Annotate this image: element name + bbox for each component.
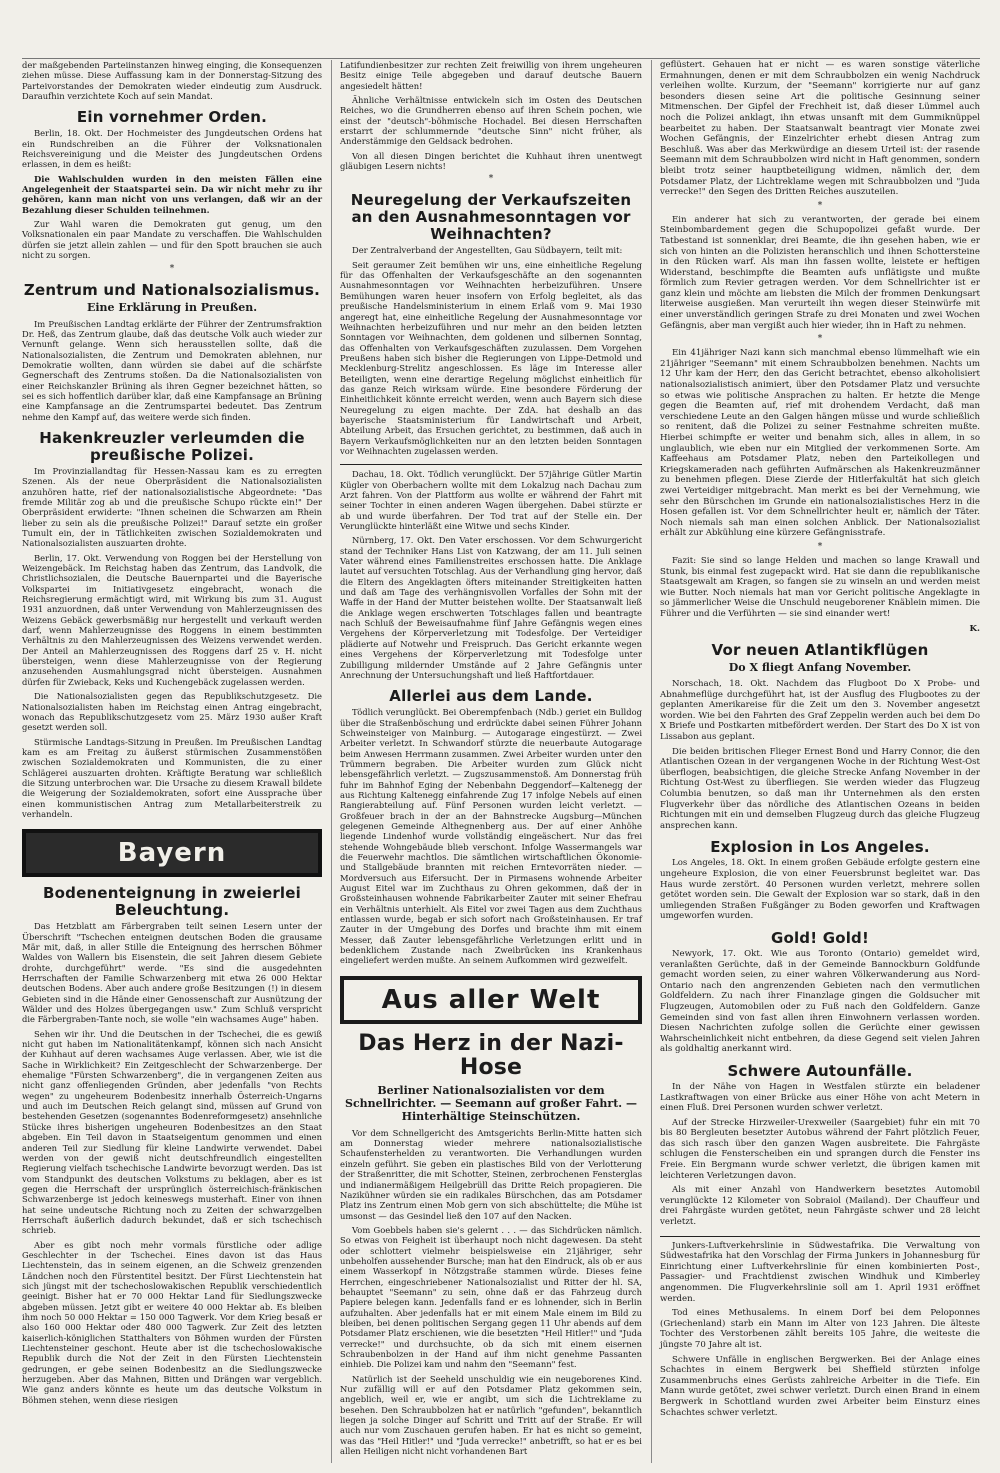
column-3 [660,60,980,1422]
c2-intro-2: Ähnliche Verhältnisse entwickeln sich im Osten des Deutschen Reiches, wo die Grundherren ebenso auf ihren Schein pochen, wie einst der "deutsch"-böhmische Hochadel. Bei diesen Herrschaften erstarrt der schlummernde "deutsche Sinn" nicht früher, als Anderstämmige den Geldsack bedrohen. [340,95,642,147]
c1-a4-text-1: Berlin, 17. Okt. Verwendung von Roggen bei der Herstellung von Weizengebäck. Im Reichstag haben das Zentrum, das Landvolk, die Christlichsozialen, die Deutsche Bauernpartei und die Bayerische Volkspartei im Initiativgesetz eingebracht, wonach die Reichsregierung ermächtigt wird, mit Wirkung bis zum 31. August 1931 anzuordnen, daß unter Verwendung von Mahlerzeugnissen des Weizens Gebäck gewerbsmäßig nur hergestellt und verkauft werden darf, wenn Mahlerzeugnisse des Roggens in einem bestimmten Verhältnis zu den Mahlerzeugnissen des Weizens verwendet werden. Der Anteil an Mahlerzeugnissen des Roggens darf 25 v. H. nicht übersteigen, wenn diese Mahlerzeugnisse von der Regierung anzusehenden Ausmahlungsgrad nicht übersteigen. Ausnahmen dürfen für Zwieback, Keks und Kuchengebäck zugelassen werden. [22,552,322,687]
c2-a1-text-2: Seit geraumer Zeit bemühen wir uns, eine einheitliche Regelung für das Offenhalten der Verkaufsgeschäfte an den sogenannten Ausnahmesonntagen vor Weihnachten herbeizuführen. Unsere Bemühungen waren heuer insofern von Erfolg begleitet, als das preußische Handelsministerium in einem Erlaß vom 9. Mai 1930 angeregt hat, eine einheitliche Regelung der Ausnahmesonntage vor Weihnachten herbeizuführen und nur mehr an den beiden letzten Sonntagen vor Weihnachten, dem goldenen und silbernen Sonntag, das Offenhalten von Verkaufsgeschäften zuzulassen. Dem Vorgehen Preußens haben sich bisher die Regierungen von Lippe-Detmold und Mecklenburg-Strelitz angeschlossen. Es läge im Interesse aller Beteiligten, wenn eine derartige Regelung möglichst einheitlich für das ganze Reich wirksam würde. Eine besondere Förderung der Einheitlichkeit könnte erreicht werden, wenn auch Bayern sich diese Neuregelung zu eigen machte. Der ZdA. hat deshalb an das bayerische Staatsministerium für Landwirtschaft und Arbeit, Abteilung Arbeit, das Ersuchen gerichtet, zu bestimmen, daß auch in Bayern Verkaufsmöglichkeiten nur an den letzten beiden Sonntagen vor Weihnachten zugelassen werden. [340,259,642,456]
c1-a1-headline: Ein vornehmer Orden. [76,108,268,127]
c1-a5-text-2: Sehen wir ihr. Und die Deutschen in der Tschechei, die es gewiß nicht gut haben im Nationalitätenkampf, können sich nach Ansicht der Kuhhaut auf deren wachsames Auge verlassen. Aber, wie ist die Sache in Wirklichkeit? Ein Zeitgeschlecht der Schwarzenberge. Der ehemalige "Fürsten Schwarzenberg", die in vergangenen Zeiten aus nicht ganz offenliegenden Gründen, aber jedenfalls "von Rechts wegen" zu ungeheurem Bodenbesitz innerhalb Österreich-Ungarns und auch im Deutschen Reich gelangt sind, müssen auf Grund von bestehenden Gesetzen (sogenanntes Bodenreformgesetz) ansehnliche Stücke ihres bisherigen ungeheuren Bodenbesitzes an den Staat abgeben. Ein Teil davon in Staatseigentum genommen und einen anderen Teil zur Siedlung für kleine Landwirte verwendet. Dabei werden von der gewiß nicht deutschfreundlich eingestellten Regierung vielfach tschechische Landwirte bevorzugt werden. Das ist vom Standpunkt des deutschen Volkstums zu beklagen, aber es ist gegen die Herrschaft der ursprünglich österreichisch-fränkischen Schwarzenberge ist jedoch keineswegs musterhaft. Einer von ihnen hat seine undeutsche Richtung noch zu Zeiten der schwarzgelben Herrschaft äußerlich dadurch bekundet, daß er sich tschechisch schrieb. [22,1028,322,1236]
c1-a1-text: Berlin, 18. Okt. Der Hochmeister des Jungdeutschen Ordens hat ein Rundschreiben an die Führer der Volksnationalen Reichsvereinigung und die Meister des Jungdeutschen Ordens erlassen, in dem es heißt: [22,128,322,170]
c1-a2-subhead: Eine Erklärung in Preußen. [86,300,258,314]
c3-a7-text-3: Als mit einer Anzahl von Handwerkern besetztes Automobil verunglückte 12 Kilometer von Sobraiol (Mailand). Der Chauffeur und drei Fahrgäste wurden getötet, neun Fahrgäste schwer und 28 leicht verletzt. [660,1185,980,1228]
c3-a3-signature: K. [969,623,980,634]
c3-a4-subhead: Do X fliegt Anfang November. [728,661,912,675]
c1-a5-text-1: Das Hetzblatt am Färbergraben teilt seinen Lesern unter der Überschrift "Tschechen enteignen deutschen Boden die grausame Mär mit, daß, in aller Stille die Enteignung des herrschen Böhmer Waldes von Wallern bis Eisenstein, die seit Jahren diesem Gebiete drohte, durchgeführt" werde. "Es sind die ausgedehnten Herrschaften der Familie Schwarzenberg mit etwa 26 000 Hektar deutschen Bodens. Aber auch andere große Besitzungen (!) in diesem Gebieten sind in die Hände einer Genossenschaft zur Ausnützung der Wälder und des Holzes übergegangen usw." Zum Schluß verspricht die Färbergraben-Tante noch, sie wolle "ein wachsames Auge" haben. [22,921,322,1025]
c1-a1-comment: Zur Wahl waren die Demokraten gut genug, um den Volksnationalen ein paar Mandate zu verschaffen. Die Wahlschulden dürfen sie jetzt allein zahlen — und für den Spott brauchen sie auch nicht zu sorgen. [22,219,322,261]
c2-intro: Latifundienbesitzer zur rechten Zeit freiwillig von ihrem ungeheuren Besitz einige Teile abgegeben und darauf deutsche Bauern angesiedelt hätten! [340,60,642,91]
c2-a3-headline: Allerlei aus dem Lande. [389,687,593,706]
section-banner-aus-aller-welt: Aus aller Welt [340,976,642,1024]
c2-a4-text-3: Natürlich ist der Seeheld unschuldig wie ein neugeborenes Kind. Nur zufällig will er auf den Potsdamer Platz gekommen sein, angeblich, weil er, wie er angibt, um sich die Lichtreklame zu besehen. Den Schraubbolzen hat er natürlich "gefunden", bekanntlich liegen ja solche Dinger auf Schritt und Tritt auf der Straße. Er will auch nur vom Zuschauen gerufen haben. Er hat es nicht so gemeint, was das "Heil Hitler!" und "Juda verrecke!" anbetrifft, so hat er es bei allen Heiligen nicht nicht vorhandenen Bart [340,1373,642,1457]
column-1 [22,60,322,1409]
c3-a7-text-2: Auf der Strecke Hirzweiler-Urexweiler (Saargebiet) fuhr ein mit 70 bis 80 Bergleuten besetzter Autobus während der Fahrt plötzlich Feuer, das sich rasch über den ganzen Wagen ausbreitete. Die Fahrgäste schlugen die Fensterscheiben ein und sprangen durch die Fenster ins Freie. Ein Bergmann wurde schwer verletzt, die übrigen kamen mit leichteren Verletzungen davon. [660,1117,980,1181]
column-rule-1 [331,60,332,1463]
c2-a4-text-1: Vor dem Schnellgericht des Amtsgerichts Berlin-Mitte hatten sich am Donnerstag wieder mehrere nationalsozialistische Schaufensterhelden zu verantworten. Die Verhandlungen wurden einzeln geführt. Sie geben ein plastisches Bild von der Verlotterung der Straßenritter, die mit Schotter, Steinen, zerbrochenen Fensterglas und indianermäßigem Heilgebrüll das Dritte Reich propagieren. Die Nazikühner würden sie ein radikales Bürschchen, das am Potsdamer Platz ins Zentrum einen Mob gern von sich abschüttelte; die Mühe ist umsonst — das Gesindel ließ den 107 auf den Nacken. [340,1127,642,1221]
c3-a2-text: Ein 41jähriger Nazi kann sich manchmal ebenso lümmelhaft wie ein 21jähriger "Seemann" mit einem Schraubbolzen benehmen. Nachts um 12 Uhr kam der Herr, den das Gericht betrachtet, ebenso alkoholisiert nationalsozialistisch animiert, über den Potsdamer Platz und versuchte so etwas wie politische Ansprachen zu halten. Er hetzte die Menge gegen die Beamten auf, rief mit drohendem Verdacht, daß man verschiedene Leute an den Galgen hängen müsse und wurde schließlich so renitent, daß die Polizei zu seiner Festnahme schreiten mußte. Hierbei schimpfte er weiter und benahm sich, alles in allem, in so unglaublich, wie eben nur ein Mitglied der verkommenen Sorte. Am Kaffeehaus am Potsdamer Platz, neben den Parteikollegen und Kriegskameraden nach geführten Aufmärschen als Hakenkreuzmänner zu benehmen pflegen. Diese Zierde der Hitlerfakultät hat sich gleich zwei Verteidiger mitgebracht. Man merkt es bei der Vernehmung, wie sehr den Bürschchen im Grunde ein nationalsozialistisches Herz in die Hosen gefallen ist. Vor dem Schnellrichter heult er, nämlich der Täter. Noch niemals sah man einen solchen Anblick. Der Nationalsozialist erhält zur Abkühlung eine kürzere Gefängnisstrafe. [660,348,980,539]
c1-intro: der maßgebenden Parteiinstanzen hinweg einging, die Konsequenzen ziehen müsse. Diese Auffassung kam in der Donnerstag-Sitzung des Parteivorstandes der Demokraten wieder eindeutig zum Ausdruck. Daraufhin verzichtete Koch auf sein Mandat. [22,60,322,102]
column-2 [340,60,642,1460]
c1-a3-headline: Hakenkreuzler verleumden die preußische Polizei. [39,428,305,464]
c1-a2-headline: Zentrum und Nationalsozialismus. [23,280,321,299]
c1-a1-quote: Die Wahlschulden wurden in den meisten Fällen eine Angelegenheit der Staatspartei sein. Da wir nicht mehr zu ihr gehören, kann man nicht von uns verlangen, daß wir an der Bezahlung dieser Schulden teilnehmen. [22,173,322,215]
section-banner-bayern: Bayern [22,829,322,877]
separator: * [817,541,823,552]
c1-a2-text: Im Preußischen Landtag erklärte der Führer der Zentrumsfraktion Dr. Heß, das Zentrum glaube, daß das deutsche Volk auch wieder zur Vernunft gelange. Wenn sich herausstellen sollte, daß die Nationalsozialisten, die Zentrum und Demokraten ablehnen, nur Demokratie wollten, dann würden sie dabei auf die schärfste Gegnerschaft des Zentrums stoßen. Da die Nationalsozialisten von einer Reichskanzler Brüning als ihren Gegner bezeichnet hätten, so sei es sich hoffentlich darüber klar, daß eine Kampfansage an Brüning eine Kampfansage an die Zentrumspartei bedeutet. Das Zentrum nehme den Kampf auf, das weitere werde sich finden. [22,318,322,422]
c2-a1-text-1: Der Zentralverband der Angestellten, Gau Südbayern, teilt mit: [352,245,623,256]
c1-a5-text-3: Aber es gibt noch mehr vormals fürstliche oder adlige Geschlechter in der Tschechei. Eines davon ist das Haus Liechtenstein, das in seinem eigenen, an die Schweiz grenzenden Ländchen noch den Fürstentitel besitzt. Der Fürst Liechtenstein hat sich jüngst mit der tschechoslowakischen Republik verschiedentlich geeinigt. Bisher hat er 70 000 Hektar Land für Siedlungszwecke abgeben müssen. Jetzt gibt er weitere 40 000 Hektar ab. Es bleiben ihm noch 50 000 Hektar = 150 000 Tagwerk. Vor dem Krieg besaß er also 160 000 Hektar oder 480 000 Tagwerk. Zur Zeit des letzten kaiserlich-königlichen Statthalters von Böhmen wurden der Fürsten Liechtensteiner geschont. Heute aber ist die tschechoslowakische Republik durch die Not der Zeit in den Fürsten Liechtenstein gedrungen, er gebe seinen Bodenbesitz an die Siedlungszwecke herzugeben. Aber das Mahnen, Bitten und Drängen war vergeblich. Wie ganz anders könnte es heute um das deutsche Volkstum in Böhmen stehen, wenn diese riesigen [22,1239,322,1405]
c3-intro: geflüstert. Gehauen hat er nicht — es waren sonstige väterliche Ermahnungen, denen er mit dem Schraubbolzen ein wenig Nachdruck verleihen wollte. Kurzum, der "Seemann" korrigierte nur auf ganz besonders diesen seine Art die politische Gesinnung seiner Mitmenschen. Der Gipfel der Frechheit ist, daß dieser Lümmel auch noch die Polizei anklagt, ihn etwas unsanft mit dem Gummiknüppel bearbeitet zu haben. Der Staatsanwalt beantragt vier Monate zwei Wochen Gefängnis, der Einzelrichter erhebt diesen Antrag zum Beschluß. Was aber das Merkwürdige an diesem Urteil ist: der rasende Seemann mit dem Schraubbolzen wird nicht in Haft genommen, sondern bleibt trotz seiner hauptbeteiligung widmen, nämlich der, dem Potsdamer Platz, der Lichtreklame wegen mit Schraubbolzen und "Juda verrecke!" den Segen des Dritten Reiches auszuteilen. [660,60,980,198]
c3-a1-text: Ein anderer hat sich zu verantworten, der gerade bei einem Steinbombardement gegen die Schupopolizei gefaßt wurde. Der Tatbestand ist sonnenklar, drei Beamte, die ihn gesehen haben, wie er sich von hinten an die Polizisten heranschlich und ihnen Schottersteine in den Rücken warf. Als man ihn fassen wollte, leistete er heftigen Widerstand, beschimpfte die Beamten aufs unflätigste und mußte förmlich zum Revier getragen werden. Vor dem Schnellrichter ist er ganz klein und möchte am liebsten die Milch der frommen Denkungsart literweise ausgießen. Man verurteilt ihn wegen dieser Steinwürfe mit einer unverständlich geringen Strafe zu drei Monaten und zwei Wochen Gefängnis, aber man vergißt auch hier wieder, ihn in Haft zu nehmen. [660,214,980,331]
separator: * [488,174,494,185]
c3-a4-text-2: Die beiden britischen Flieger Ernest Bond und Harry Connor, die den Atlantischen Ozean in der vergangenen Woche in der Richtung West-Ost überflogen, beabsichtigen, die gleiche Strecke Anfang November in der Richtung Ost-West zu überfliegen. Sie werden wieder das Flugzeug Columbia benutzen, so daß man ihr Unternehmen als den ersten Flugverkehr über das nördliche des Atlantischen Ozeans in beiden Richtungen mit ein und demselben Flugzeug durch das gleiche Flugzeug ansprechen kann. [660,746,980,831]
c3-a8-text-2: Tod eines Methusalems. In einem Dorf bei dem Peloponnes (Griechenland) starb ein Mann im Alter von 123 Jahren. Die älteste Tochter des Verstorbenen zählt bereits 105 Jahre, die weiteste die jüngste 70 Jahre alt ist. [660,1308,980,1350]
c2-a1-headline: Neuregelung der Verkaufszeiten an den Ausnahmesonntagen vor Weihnachten? [350,191,632,244]
c2-a4-text-2: Vom Goebbels haben sie's gelernt . . . — das Sichdrücken nämlich. So etwas von Feigheit ist überhaupt noch nicht dagewesen. Da steht oder schlottert vielmehr beispielsweise ein 21jähriger, sehr unbeholfen aussehender Bursche; man hat den Eindruck, als ob er aus einem Wasserkopf in Nötzgstraße stammen würde. Dieses feine Herrchen, eingeschriebener Nationalsozialist und Ritter der hl. SA, behauptet "Seemann" zu sein, ohne daß er das Fahrzeug durch Papiere belegen kann. Jedenfalls fand er es lohnender, sich in Berlin aufzuhalten. Aber jedenfalls hat er mit einem Male einem im Bild zu bleiben, bei denen politischen Sergang gegen 11 Uhr abends auf dem Potsdamer Platz erschienen, wie die besetzten "Heil Hitler!" und "Juda verrecke!" und durchsuchte, ob da sich mit einem eisernen Schraubenbolzen in der Hand auf ihm nicht genehme Passanten einhieb. Die Polizei kam und nahm den "Seemann" fest. [340,1224,642,1370]
c1-a3-text: Im Provinziallandtag für Hessen-Nassau kam es zu erregten Szenen. Als der neue Oberpräsident die Nationalsozialisten anzuhören hatte, rief der nationalsozialistische Abgeordnete: "Das fremde Militär zog ab und die preußische Schupo rückte ein!" Der Oberpräsident erwiderte: "Ihnen scheinen die Schwarzen am Rhein lieber zu sein als die preußische Polizei!" Darauf setzte ein großer Tumult ein, der in Tätlichkeiten zwischen Sozialdemokraten und Nationalsozialisten auszuarten drohte. [22,465,322,549]
separator: * [817,200,823,211]
divider [340,464,642,465]
separator: * [169,263,175,274]
column-rule-2 [651,60,652,1463]
c2-a2-text-2: Nürnberg, 17. Okt. Den Vater erschossen. Vor dem Schwurgericht stand der Techniker Hans List von Katzwang, der am 11. Juli seinen Vater während eines Familienstreites erschossen hatte. Die Anklage lautet auf versuchten Totschlag. Aus der Verhandlung ging hervor, daß die Eltern des Angeklagten öfters miteinander Streitigkeiten hatten und daß am Tage des verhängnisvollen Vorfalles der Sohn mit der Waffe in der Hand der Mutter beistehen wollte. Der Staatsanwalt ließ die Anklage wegen erschwerten Totschlages fallen und beantragte nach Schluß der Beweisaufnahme fünf Jahre Gefängnis wegen eines Vergehens der Körperverletzung mit Todesfolge. Der Verteidiger plädierte auf Notwehr und Freispruch. Das Gericht erkannte wegen eines Vergehens der Körperverletzung mit Todesfolge unter Zubilligung mildernder Umstände auf 2 Jahre Gefängnis unter Anrechnung der Untersuchungshaft und ließ Haftfortdauer. [340,535,642,680]
c1-a5-headline: Bodenenteignung in zweierlei Beleuchtung. [43,884,301,920]
c3-a5-headline: Explosion in Los Angeles. [710,838,930,857]
c3-a6-headline: Gold! Gold! [770,928,870,947]
c2-a4-headline: Das Herz in der Nazi-Hose [358,1030,624,1080]
c2-a4-subhead: Berliner Nationalsozialisten vor dem Schnellrichter. — Seemann auf großer Fahrt. — Hinterhältige Steinschützen. [345,1083,637,1123]
c3-a8-text-3: Schwere Unfälle in englischen Bergwerken. Bei der Anlage eines Schachtes in einem Bergwerk bei Sheffield stürzten infolge Zusammenbruchs eines Gerüsts zahlreiche Arbeiter in die Tiefe. Ein Mann wurde getötet, zwei schwer verletzt. Durch einen Brand in einem Bergwerk in Schottland wurden zwei Arbeiter beim Einsturz eines Schachtes schwer verletzt. [660,1354,980,1418]
c1-a4-text-3: Stürmische Landtags-Sitzung in Preußen. Im Preußischen Landtag kam es am Freitag zu äußerst stürmischen Zusammenstößen zwischen Sozialdemokraten und Kommunisten, die zu einer Schlägerei auszuarten drohten. Kräftigte Beratung war schließlich die Sitzung unterbrochen war. Die Ursache zu diesem Krawall bildete die Weigerung der Sozialdemokraten, sofort eine Aussprache über einen kommunistischen Antrag zum Metallarbeiterstreik zu verhandeln. [22,736,322,819]
c3-a3-text: Fazit: Sie sind so lange Helden und machen so lange Krawall und Stunk, bis einmal fest zugepackt wird. Hat sie dann die republikanische Staatsgewalt am Kragen, so fangen sie zu winseln an und werden meist wie Butter. Noch niemals hat man vor Gericht politische Angeklagte in so jämmerlicher Weise die Unschuld neugeborener Knäblein mimen. Die Führer und die Verführten — sie sind einander wert! [660,555,980,619]
divider [660,1236,980,1237]
c3-a7-text-1: In der Nähe von Hagen in Westfalen stürzte ein beladener Lastkraftwagen von einer Brücke aus einer Höhe von acht Metern in einen Fluß. Drei Personen wurden schwer verletzt. [660,1081,980,1114]
c1-a4-text-2: Die Nationalsozialisten gegen das Republikschutzgesetz. Die Nationalsozialisten haben im Reichstag einen Antrag eingebracht, wonach das Republikschutzgesetz vom 25. März 1930 außer Kraft gesetzt werden soll. [22,691,322,733]
c2-a2-text-1: Dachau, 18. Okt. Tödlich verunglückt. Der 57jährige Gütler Martin Kügler von Oberbachern wollte mit dem Lokalzug nach Dachau zum Arzt fahren. Von der Plattform aus wollte er während der Fahrt mit seiner Tochter in einen anderen Wagen übergehen. Dabei stürzte er ab und wurde überfahren. Der Tod trat auf der Stelle ein. Der Verunglückte hinterläßt eine Witwe und sechs Kinder. [340,469,642,532]
c3-a4-headline: Vor neuen Atlantikflügen [711,641,929,660]
c3-a8-text-1: Junkers-Luftverkehrslinie in Südwestafrika. Die Verwaltung von Südwestafrika hat den Vorschlag der Firma Junkers in Johannesburg für Einrichtung einer Luftverkehrslinie für einen kombinierten Post-, Passagier- und Frachtdienst zwischen Windhuk und Kimberley angenommen. Die Flugverkehrslinie soll am 1. April 1931 eröffnet werden. [660,1240,980,1304]
c3-a6-text: Newyork, 17. Okt. Wie aus Toronto (Ontario) gemeldet wird, veranlaßten Gerüchte, daß in der Gemeinde Bannockburn Goldfunde gemacht worden seien, zu einer wahren Völkerwanderung aus Nord-Ontario nach den angrenzenden Gebieten nach den vermutlichen Goldfeldern. Zu nach ihrer Finanzlage gingen die Goldsucher mit Flugzeugen, Automobilen oder zu Fuß nach den Goldfeldern. Ganze Gemeinden sind von fast allen ihren Einwohnern verlassen worden. Diesen Nachrichten zufolge sollen die Gerüchte einer gewissen Wahrscheinlichkeit nicht entbehren, da diese Gegend seit vielen Jahren als goldhaltig anerkannt wird. [660,948,980,1055]
c3-a7-headline: Schwere Autounfälle. [727,1061,913,1080]
c2-intro-3: Von all diesen Dingen berichtet die Kuhhaut ihren unentwegt gläubigen Lesern nichts! [340,150,642,172]
c3-a5-text: Los Angeles, 18. Okt. In einem großen Gebäude erfolgte gestern eine ungeheure Explosion, die von einer Feuersbrunst begleitet war. Das Haus wurde zerstört. 40 Personen wurden verletzt, mehrere sollen getötet worden sein. Die Gewalt der Explosion war so stark, daß in den umliegenden Straßen Fußgänger zu Boden geworfen und Kraftwagen umgeworfen wurden. [660,858,980,922]
c3-a4-text-1: Norschach, 18. Okt. Nachdem das Flugboot Do X Probe- und Abnahmeflüge durchgeführt hat, ist der Ausflug des Flugbootes zu der geplanten Amerikareise für die Zeit um den 3. November angesetzt worden. Wie bei den Fahrten des Graf Zeppelin werden auch bei dem Do X Briefe und Postkarten mitbefördert werden. Der Start des Do X ist von Lissabon aus geplant. [660,679,980,743]
separator: * [817,334,823,345]
top-rule [22,58,980,59]
c2-a3-text: Tödlich verunglückt. Bei Oberempfenbach (Ndb.) geriet ein Bulldog über die Straßenböschung und erdrückte dabei seinen Führer Johann Schweinsteiger von Mainburg. — Autogarage eingestürzt. — Zwei Arbeiter verletzt. In Schwandorf stürzte die neuerbaute Autogarage beim Anwesen Herrmann zusammen. Zwei Arbeiter wurden unter den Trümmern begraben. Die Arbeiter wurden zum Glück nicht lebensgefährlich verletzt. — Zugszusammenstoß. Am Donnerstag früh fuhr im Bahnhof Eging der Nebenbahn Deggendorf—Kaltenegg der aus Richtung Kaltenegg einfahrende Zug 17 infolge Nebels auf einen Rangierabteilung auf. Fünf Personen wurden leicht verletzt. — Großfeuer brach in der an der Bahnstrecke Augsburg—München gelegenen Gemeinde Althegnenberg aus. Der auf einer Anhöhe liegende Lindenhof wurde vollständig eingeäschert. Nur das frei stehende Wohngebäude blieb verschont. Infolge Wassermangels war die Feuerwehr machtlos. Die sämtlichen wirtschaftlichen Ökonomie- und Stallgebäude brannten mit reichen Erntevorräten nieder. — Mordversuch aus Eifersucht. Der in Pirmasens wohnende Arbeiter August Eitel war im Zuchthaus zu Ohren gekommen, daß der in Großsteinhausen wohnende Fabrikarbeiter Zauter mit seiner Ehefrau ein Verhältnis unterhielt. Als Eitel vor zwei Tagen aus dem Zuchthaus entlassen wurde, begab er sich sofort nach Großsteinhausen. Er traf Zauter in der Umgebung des Dorfes und brachte ihm mit einem Messer, daß Zauter lebensgefährliche Verletzungen erlitt und in bedenklichem Zustande nach Zweibrücken ins Krankenhaus eingeliefert werden mußte. An seinem Aufkommen wird gezweifelt. [340,707,642,966]
